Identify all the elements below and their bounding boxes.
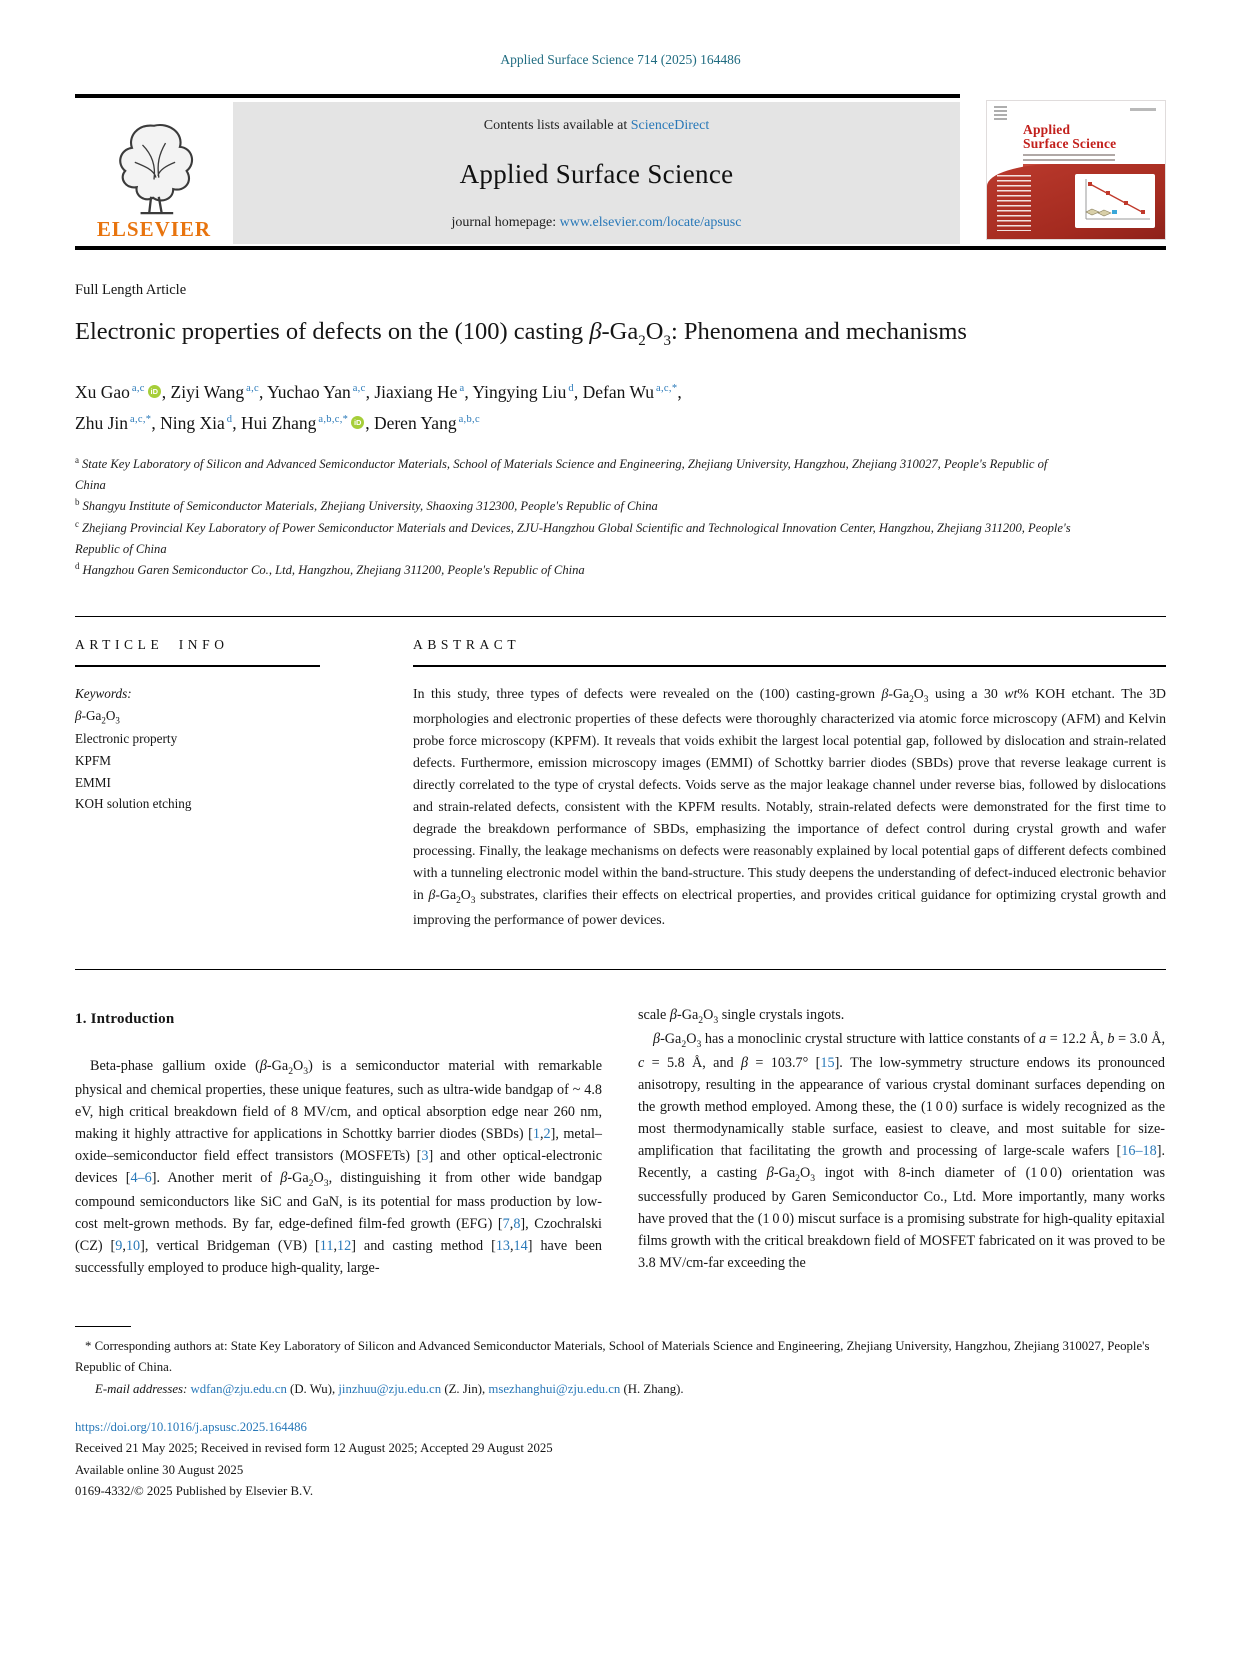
inline-link[interactable]: 3	[421, 1148, 429, 1165]
affiliation-d: $^d$ Hangzhou Garen Semiconductor Co., Ltd, Hangzhou, Zhejiang 311200, People's Republic of China	[75, 560, 585, 578]
text-segment: Zhu Jin	[75, 412, 128, 433]
article-info-heading: ARTICLE INFO	[75, 637, 320, 667]
cover-chart-inset	[1075, 174, 1155, 228]
text-segment: 3	[810, 1172, 816, 1184]
footnote-rule	[75, 1326, 131, 1327]
cover-editor-list	[997, 175, 1031, 231]
text-segment: β	[881, 686, 889, 702]
affiliation-sup-link[interactable]: a	[459, 383, 465, 395]
text-segment: 3	[303, 1066, 309, 1078]
affiliation-c: $^c$ Zhejiang Provincial Key Laboratory of Power Semiconductor Materials and Devices, ZJU-Hangzhou Global Scientific and Technological Innovation Center, Hangzhou, Zhejiang 311200, People's Republic of China	[75, 518, 1071, 556]
text-segment: ], vertical Bridgeman (VB) [	[140, 1238, 320, 1255]
text-segment: O	[460, 887, 471, 903]
introduction-section	[75, 1004, 1166, 1280]
text-segment: -Ga	[266, 1058, 289, 1075]
text-segment: 3	[470, 895, 476, 906]
text-segment: Contents lists available at	[483, 118, 631, 133]
text-segment: Beta-phase gallium oxide (	[90, 1058, 260, 1075]
text-segment: EMMI	[75, 774, 111, 790]
affiliation-b: $^b$ Shangyu Institute of Semiconductor Materials, Zhejiang University, Shaoxing 312300, People's Republic of China	[75, 497, 658, 514]
journal-masthead	[75, 94, 1166, 244]
text-segment: β	[75, 708, 82, 724]
available-online-line: Available online 30 August 2025	[75, 1462, 244, 1477]
journal-cover-thumbnail[interactable]	[986, 100, 1166, 240]
keyword-item	[75, 728, 320, 750]
text-segment: 3	[713, 1014, 719, 1026]
text-segment: 3	[696, 1038, 702, 1050]
text-segment: 3	[323, 1178, 329, 1190]
text-segment: In this study, three types of defects were revealed on the (100) casting-grown	[413, 686, 882, 702]
affiliation-sup-link[interactable]: a,c	[352, 383, 366, 395]
inline-link[interactable]: jinzhuu@zju.edu.cn	[338, 1381, 442, 1396]
text-segment: , Defan Wu	[573, 382, 655, 403]
text-segment: ]. Recently, a casting	[638, 1142, 1165, 1181]
text-segment: 2	[101, 715, 106, 726]
text-segment: ] and other optical-electronic devices [	[75, 1148, 602, 1187]
orcid-icon[interactable]: iD	[351, 416, 364, 429]
text-segment: 3	[115, 715, 120, 726]
text-segment: , Yuchao Yan	[259, 382, 351, 403]
text-segment: O	[105, 708, 116, 724]
intro-paragraph-1	[75, 1055, 602, 1279]
text-segment: -Ga	[676, 1006, 699, 1023]
text-segment: β	[766, 1164, 774, 1181]
inline-link[interactable]: 8	[513, 1216, 521, 1233]
text-segment: 2	[698, 1014, 704, 1026]
inline-link[interactable]: 14	[513, 1238, 528, 1255]
text-segment: O	[703, 1006, 714, 1023]
text-segment: -Ga	[888, 686, 910, 702]
inline-link[interactable]: 16–18	[1121, 1142, 1157, 1159]
text-segment: (D. Wu),	[286, 1381, 339, 1396]
affiliation-sup-link[interactable]: a,c,*	[130, 413, 152, 425]
text-segment: 2	[795, 1172, 800, 1184]
text-segment: O	[799, 1164, 811, 1181]
text-segment: (Z. Jin),	[441, 1381, 489, 1396]
text-segment: O	[313, 1170, 324, 1187]
text-segment: β	[428, 887, 436, 903]
text-segment: 3	[663, 332, 671, 349]
text-segment: ], metal–oxide–semiconductor field effect transistors (MOSFETs) [	[75, 1126, 602, 1165]
cover-chart-plot	[1078, 177, 1152, 225]
inline-link[interactable]: 1	[532, 1126, 540, 1143]
text-segment: -Ga	[773, 1164, 796, 1181]
keywords-label: Keywords:	[75, 686, 132, 702]
text-segment: , Ning Xia	[151, 412, 225, 433]
text-segment: O	[293, 1058, 304, 1075]
inline-link[interactable]: wdfan@zju.edu.cn	[190, 1381, 287, 1396]
keyword-item	[75, 793, 320, 815]
keyword-item	[75, 705, 320, 728]
affiliation-sup-link[interactable]: d	[226, 413, 233, 425]
text-segment: journal homepage:	[451, 215, 560, 230]
inline-link[interactable]: www.elsevier.com/locate/apsusc	[559, 215, 742, 230]
masthead-top-rule	[75, 94, 960, 98]
text-segment: Electronic properties of defects on the (100) casting	[75, 318, 590, 345]
cover-mini-logo	[994, 106, 1007, 121]
elsevier-logo	[75, 102, 233, 244]
elsevier-wordmark: ELSEVIER	[96, 217, 212, 241]
masthead-bottom-rule	[75, 246, 1166, 250]
email-addresses-line	[75, 1379, 1166, 1400]
inline-link[interactable]: 9	[115, 1238, 123, 1255]
text-segment: 2	[638, 332, 646, 349]
affiliation-sup-link[interactable]: d	[568, 383, 574, 395]
inline-link[interactable]: 4–6	[130, 1170, 152, 1187]
text-segment: O	[913, 686, 924, 702]
text-segment: ] have been successfully employed to produce high-quality, large-	[75, 1238, 602, 1277]
abstract-heading: ABSTRACT	[413, 637, 1166, 667]
text-segment: β	[740, 1054, 749, 1071]
masthead-left	[75, 94, 960, 244]
inline-link[interactable]: 12	[337, 1238, 352, 1255]
text-segment: β	[259, 1058, 267, 1075]
masthead-gray-panel	[233, 102, 960, 244]
text-segment: , Yingying Liu	[464, 382, 567, 403]
text-segment: a	[1038, 1030, 1047, 1047]
text-segment: ,	[510, 1238, 514, 1255]
text-segment: ingot with 8-inch diameter of (1 0 0) orientation was successfully produced by Garen Semiconductor Co., Ltd. More importantly, many works have proved that the (1 0 0) miscut surface is a promising substrate for high-quality epitaxial films growth with the critical breakdown field of MOSFET fabricated on it was proved to be 3.8 MV/cm-far exceeding the	[638, 1164, 1165, 1272]
text-segment: ,	[677, 382, 682, 403]
doi-link[interactable]: https://doi.org/10.1016/j.apsusc.2025.164486	[75, 1420, 307, 1435]
cover-issue-mark	[1130, 108, 1156, 111]
text-segment: ,	[333, 1238, 338, 1255]
text-segment: KPFM	[75, 753, 111, 769]
text-segment: using a 30	[928, 686, 1005, 702]
keyword-item	[75, 772, 320, 794]
author-line-2	[75, 408, 935, 439]
text-segment: , Hui Zhang	[232, 412, 317, 433]
text-segment: 2	[681, 1038, 687, 1050]
text-segment: ) is a semiconductor material with remarkable physical and chemical properties, these unique features, such as ultra-wide bandgap of ~ 4.8 eV, high critical breakdown field of 8 MV/cm, and optical absorption edge near 260 nm, making it highly attractive for applications in Schottky barrier diodes (SBDs) [	[75, 1058, 603, 1143]
article-info-abstract-block	[75, 616, 1166, 969]
text-segment: , Deren Yang	[365, 412, 457, 433]
section-heading-introduction: 1. Introduction	[75, 1010, 175, 1027]
text-segment: -Ga	[601, 318, 639, 345]
text-segment: 2	[456, 895, 461, 906]
body-column-right	[638, 1004, 1165, 1280]
text-segment: -Ga	[287, 1170, 309, 1187]
inline-link[interactable]: 11	[319, 1238, 334, 1255]
article-info-column	[75, 633, 320, 930]
affiliations	[75, 453, 1166, 580]
journal-title: Applied Surface Science	[459, 159, 734, 189]
received-dates-line: Received 21 May 2025; Received in revised form 12 August 2025; Accepted 29 August 2025	[75, 1441, 553, 1456]
text-segment: -Ga	[660, 1030, 682, 1047]
text-segment: ,	[509, 1216, 514, 1233]
text-segment: , Jiaxiang He	[365, 382, 458, 403]
author-list	[75, 377, 935, 438]
text-segment: β	[280, 1170, 288, 1187]
text-segment: -Ga	[81, 708, 102, 724]
text-segment: ,	[539, 1126, 544, 1143]
text-segment: ] and casting method [	[351, 1238, 496, 1255]
text-segment: β	[589, 318, 602, 345]
text-segment: single crystals ingots.	[718, 1006, 845, 1023]
running-head-citation: Applied Surface Science 714 (2025) 164486	[500, 52, 741, 67]
article-type-label: Full Length Article	[75, 282, 187, 298]
text-segment: b	[1107, 1030, 1115, 1047]
text-segment: O	[645, 318, 664, 345]
affiliation-a: $^a$ State Key Laboratory of Silicon and Advanced Semiconductor Materials, School of Materials Science and Engineering, Zhejiang University, Hangzhou, Zhejiang 310027, People's Republic of China	[75, 455, 1048, 492]
inline-link[interactable]: msezhanghui@zju.edu.cn	[488, 1381, 621, 1396]
text-segment: = 103.7° [	[748, 1054, 821, 1071]
author-line-1	[75, 377, 935, 408]
text-segment: ]. Another merit of	[151, 1170, 281, 1187]
text-segment: , Ziyi Wang	[161, 382, 245, 403]
text-segment: % KOH etchant. The 3D morphologies and electronic properties of these defects were thoroughly characterized via atomic force microscopy (AFM) and Kelvin probe force microscopy (KPFM). It reveals that voids exhibit the largest local potential gap, followed by dislocation and strain-related defects. Furthermore, emission microscopy images (EMMI) of Schottky barrier diodes (SBDs) prove that reverse leakage current is directly correlated to the type of crystal defects. Voids serve as the major leakage channel under reverse bias, followed by dislocations and strain-related defects, consistent with the KPFM results. Notably, strain-related defects were demonstrated for the first time to degrade the breakdown performance of SBDs, emphasizing the importance of defect control during crystal growth and wafer processing. Finally, the leakage mechanisms on defects were reasonably explained by local potential gaps of different defects combined with a tunneling electronic model within the band-structure. This study deepens the understanding of defect-induced electronic behavior in	[413, 686, 1166, 903]
text-segment: : Phenomena and mechanisms	[670, 318, 967, 345]
affiliation-sup-link[interactable]: a,c	[246, 383, 259, 395]
text-segment: = 3.0 Å,	[1114, 1030, 1166, 1047]
masthead-row	[75, 102, 960, 244]
text-segment: Xu Gao	[75, 382, 130, 403]
inline-link[interactable]: 2	[543, 1126, 551, 1143]
text-segment: = 5.8 Å, and	[644, 1054, 741, 1071]
intro-paragraph-2	[638, 1028, 1165, 1274]
text-segment: β	[669, 1006, 677, 1023]
orcid-icon[interactable]: iD	[148, 385, 161, 398]
inline-link[interactable]: ScienceDirect	[630, 118, 710, 133]
text-segment: β	[653, 1030, 661, 1047]
text-segment: 2	[308, 1178, 314, 1190]
text-segment: scale	[638, 1006, 670, 1023]
affiliation-sup-link[interactable]: a,c	[131, 383, 145, 395]
inline-link[interactable]: 10	[125, 1238, 141, 1255]
text-segment: has a monoclinic crystal structure with lattice constants of	[701, 1030, 1039, 1047]
text-segment: E-mail addresses:	[95, 1381, 188, 1396]
text-segment: wt	[1004, 686, 1018, 702]
text-segment: 2	[288, 1066, 294, 1078]
text-segment: 3	[923, 695, 929, 706]
contents-available-line	[484, 118, 710, 134]
corresponding-author-note: * Corresponding authors at: State Key Laboratory of Silicon and Advanced Semiconductor Materials, School of Materials Science and Engineering, Zhejiang University, Hangzhou, Zhejiang 310027, People's Republic of China.	[75, 1338, 1150, 1374]
text-segment: -Ga	[435, 887, 457, 903]
abstract-text	[413, 683, 1166, 930]
issn-copyright-line: 0169-4332/© 2025 Published by Elsevier B.V.	[75, 1483, 314, 1498]
affiliation-sup-link[interactable]: a,b,c	[458, 413, 480, 425]
affiliation-sup-link[interactable]: a,c,*	[656, 383, 678, 395]
text-segment: KOH solution etching	[75, 796, 192, 812]
text-segment: ], Czochralski (CZ) [	[75, 1216, 602, 1255]
affiliation-sup-link[interactable]: a,b,c,*	[318, 413, 349, 425]
first-page-footnotes	[75, 1326, 1166, 1503]
abstract-column	[413, 633, 1166, 930]
body-column-left	[75, 1004, 602, 1280]
inline-link[interactable]: 7	[502, 1216, 510, 1233]
keyword-item	[75, 750, 320, 772]
text-segment: Electronic property	[75, 731, 178, 747]
journal-homepage-line	[452, 215, 742, 231]
text-segment: = 12.2 Å,	[1046, 1030, 1108, 1047]
text-segment: , distinguishing it from other wide bandgap compound semiconductors like SiC and GaN, is its potential for mass production by low-cost melt-grown methods. By far, edge-defined film-fed growth (EFG) [	[75, 1170, 602, 1233]
text-segment: ]. The low-symmetry structure endows its pronounced anisotropy, resulting in the appearance of various crystal dominant surfaces depending on the growth method employed. Among these, the (1 0 0) surface is widely recognized as the most thermodynamically stable surface, easiest to cleave, and most suitable for size-amplification that facilitating the growth and processing of large-scale wafers [	[638, 1054, 1165, 1159]
keywords-list	[75, 683, 320, 815]
article-title	[75, 313, 995, 353]
elsevier-tree-icon	[106, 120, 202, 216]
inline-link[interactable]: 13	[495, 1238, 510, 1255]
inline-link[interactable]: 15	[820, 1054, 835, 1071]
text-segment: c	[638, 1054, 645, 1071]
cover-journal-title: Applied Surface Science	[1023, 122, 1117, 152]
text-segment: (H. Zhang).	[620, 1381, 684, 1396]
text-segment: substrates, clarifies their effects on electrical properties, and provides critical guidance for optimizing crystal growth and improving the performance of power devices.	[413, 887, 1167, 927]
intro-paragraph-1-continued	[638, 1004, 1165, 1028]
text-segment: 2	[909, 695, 914, 706]
text-segment: O	[686, 1030, 697, 1047]
text-segment: ,	[122, 1238, 126, 1255]
